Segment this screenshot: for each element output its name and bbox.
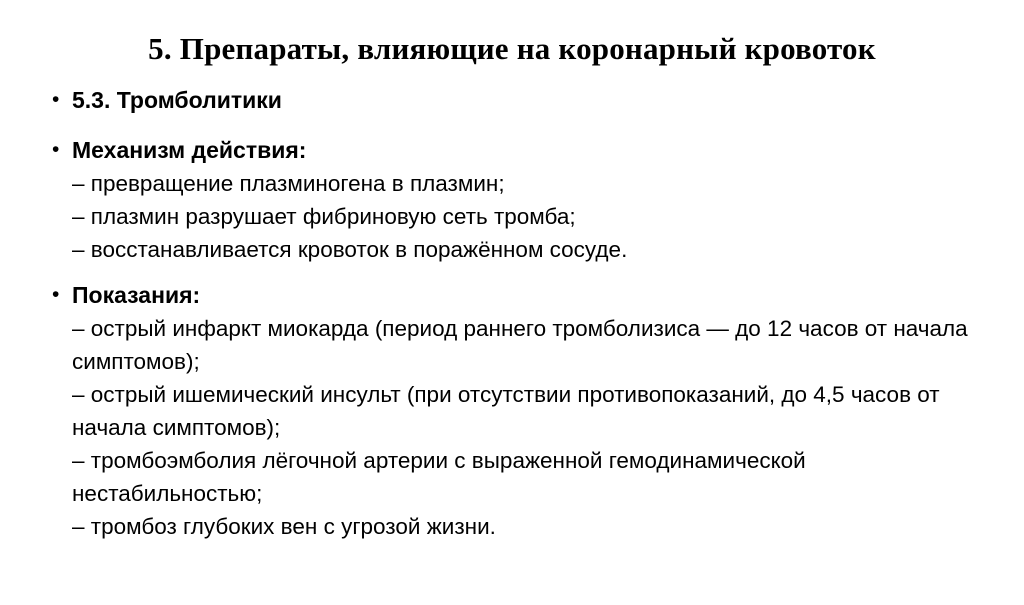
sub-line: – тромбоз глубоких вен с угрозой жизни.: [72, 513, 496, 539]
bullet-icon: •: [52, 87, 60, 111]
list-item-body: [72, 133, 980, 266]
spacer: [52, 119, 980, 133]
list-item-body: [72, 278, 980, 543]
list-item: [52, 83, 980, 117]
bullet-icon: •: [52, 137, 60, 161]
sub-line: – превращение плазминогена в плазмин;: [72, 170, 505, 196]
slide: [0, 31, 1024, 605]
bullet-icon: •: [52, 282, 60, 306]
list-item-heading: Механизм действия:: [72, 136, 307, 163]
page-title: 5. Препараты, влияющие на коронарный кровоток: [148, 31, 876, 66]
slide-content: [0, 83, 1024, 543]
sub-line: – плазмин разрушает фибриновую сеть тромба;: [72, 203, 576, 229]
sub-line: – восстанавливается кровоток в поражённом сосуде.: [72, 236, 628, 262]
list-item-heading: 5.3. Тромболитики: [72, 86, 282, 113]
list-item: [52, 133, 980, 266]
spacer: [52, 268, 980, 278]
sub-line: – тромбоэмболия лёгочной артерии с выраженной гемодинамической нестабильностью;: [72, 447, 813, 506]
list-item-heading: Показания:: [72, 281, 201, 308]
list-item: [52, 278, 980, 543]
list-item-body: [72, 83, 980, 117]
sub-line: – острый ишемический инсульт (при отсутствии противопоказаний, до 4,5 часов от начала симптомов);: [72, 381, 946, 440]
sub-line: – острый инфаркт миокарда (период раннего тромболизиса — до 12 часов от начала симптомов);: [72, 315, 974, 374]
